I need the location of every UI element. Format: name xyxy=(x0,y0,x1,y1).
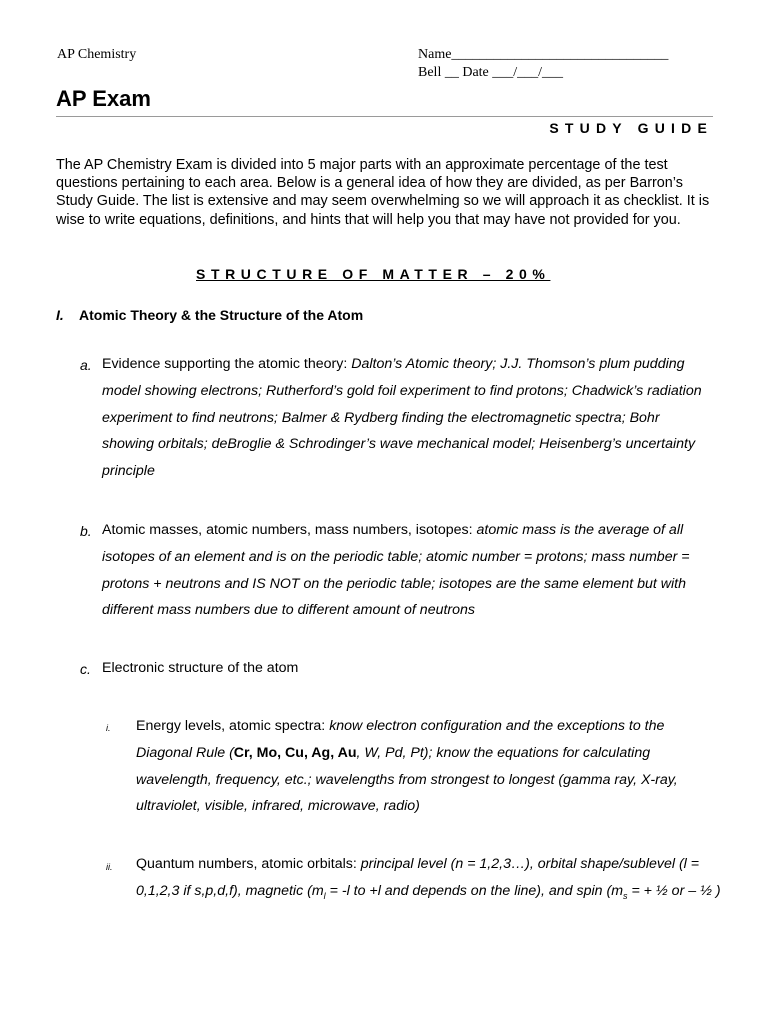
subitem-i-detail-2: , W, Pd, Pt); know the equations for calculating wavelength, frequency, etc.; wavelengths from strongest to longest (gamma ray, X-ray, ultraviolet, visible, infrared, microwave, radio) xyxy=(136,744,678,815)
item-c-marker: c. xyxy=(80,661,91,677)
topic-title: Atomic Theory & the Structure of the Atom xyxy=(79,307,364,323)
subitem-ii-detail-1: principal level (n = 1,2,3…), orbital shape/sublevel (l = 0,1,2,3 if s,p,d,f), magnetic (m xyxy=(136,856,700,899)
subitem-ii-marker: ii. xyxy=(106,862,113,872)
section-heading: STRUCTURE OF MATTER – 20% xyxy=(196,266,551,282)
subitem-ii-subscript-l: l xyxy=(323,890,326,901)
subitem-ii-subscript-s: s xyxy=(623,890,628,901)
subitem-i-exceptions: Cr, Mo, Cu, Ag, Au xyxy=(233,744,357,761)
item-c-label: Electronic structure of the atom xyxy=(102,660,299,676)
bell-date-line: Bell __ Date ___/___/___ xyxy=(418,65,564,80)
item-b-detail: atomic mass is the average of all isotopes of an element and is on the periodic table; atomic number = protons; mass number = protons + neutrons and IS NOT on the periodic table; isotopes are the same element but with different mass numbers due to different amount of neutrons xyxy=(102,522,690,619)
course-name: AP Chemistry xyxy=(57,47,137,62)
list-subitem-ii xyxy=(136,851,722,905)
intro-paragraph: The AP Chemistry Exam is divided into 5 major parts with an approximate percentage of the test questions pertaining to each area. Below is a general idea of how they are divided, as per Barron’s Study Guide. The list is extensive and may seem overwhelming so we will approach it as checklist. It is wise to write equations, definitions, and hints that will help you that may have not provided for you. xyxy=(56,157,710,228)
subitem-ii-label: Quantum numbers, atomic orbitals: xyxy=(136,856,361,872)
name-field-line: Name_______________________________ xyxy=(418,47,669,62)
item-a-label: Evidence supporting the atomic theory: xyxy=(102,356,352,372)
subitem-i-marker: i. xyxy=(106,723,111,733)
title-divider xyxy=(56,116,713,117)
item-b-marker: b. xyxy=(80,523,92,539)
subitem-i-label: Energy levels, atomic spectra: xyxy=(136,718,330,734)
item-a-detail: Dalton’s Atomic theory; J.J. Thomson’s plum pudding model showing electrons; Rutherford’s gold foil experiment to find protons; Chadwick’s radiation experiment to find neutrons; Balmer & Rydberg finding the electromagnetic spectra; Bohr showing orbitals; deBroglie & Schrodinger’s wave mechanical model; Heisenberg’s uncertainty principle xyxy=(102,356,702,480)
item-b-label: Atomic masses, atomic numbers, mass numbers, isotopes: xyxy=(102,522,477,538)
topic-number: I. xyxy=(56,307,64,323)
subitem-ii-detail-2: = -l to +l and depends on the line), and spin (m xyxy=(325,882,624,899)
list-item-c xyxy=(102,655,702,682)
item-a-marker: a. xyxy=(80,357,92,373)
page-title: AP Exam xyxy=(56,86,151,111)
list-item-a xyxy=(102,351,714,485)
list-item-b xyxy=(102,517,716,624)
list-subitem-i xyxy=(136,713,716,820)
page-subtitle: STUDY GUIDE xyxy=(549,120,713,136)
subitem-i-detail-1: know electron configuration and the exceptions to the Diagonal Rule ( xyxy=(136,718,665,761)
subitem-ii-detail-3: = + ½ or – ½ ) xyxy=(627,882,721,899)
